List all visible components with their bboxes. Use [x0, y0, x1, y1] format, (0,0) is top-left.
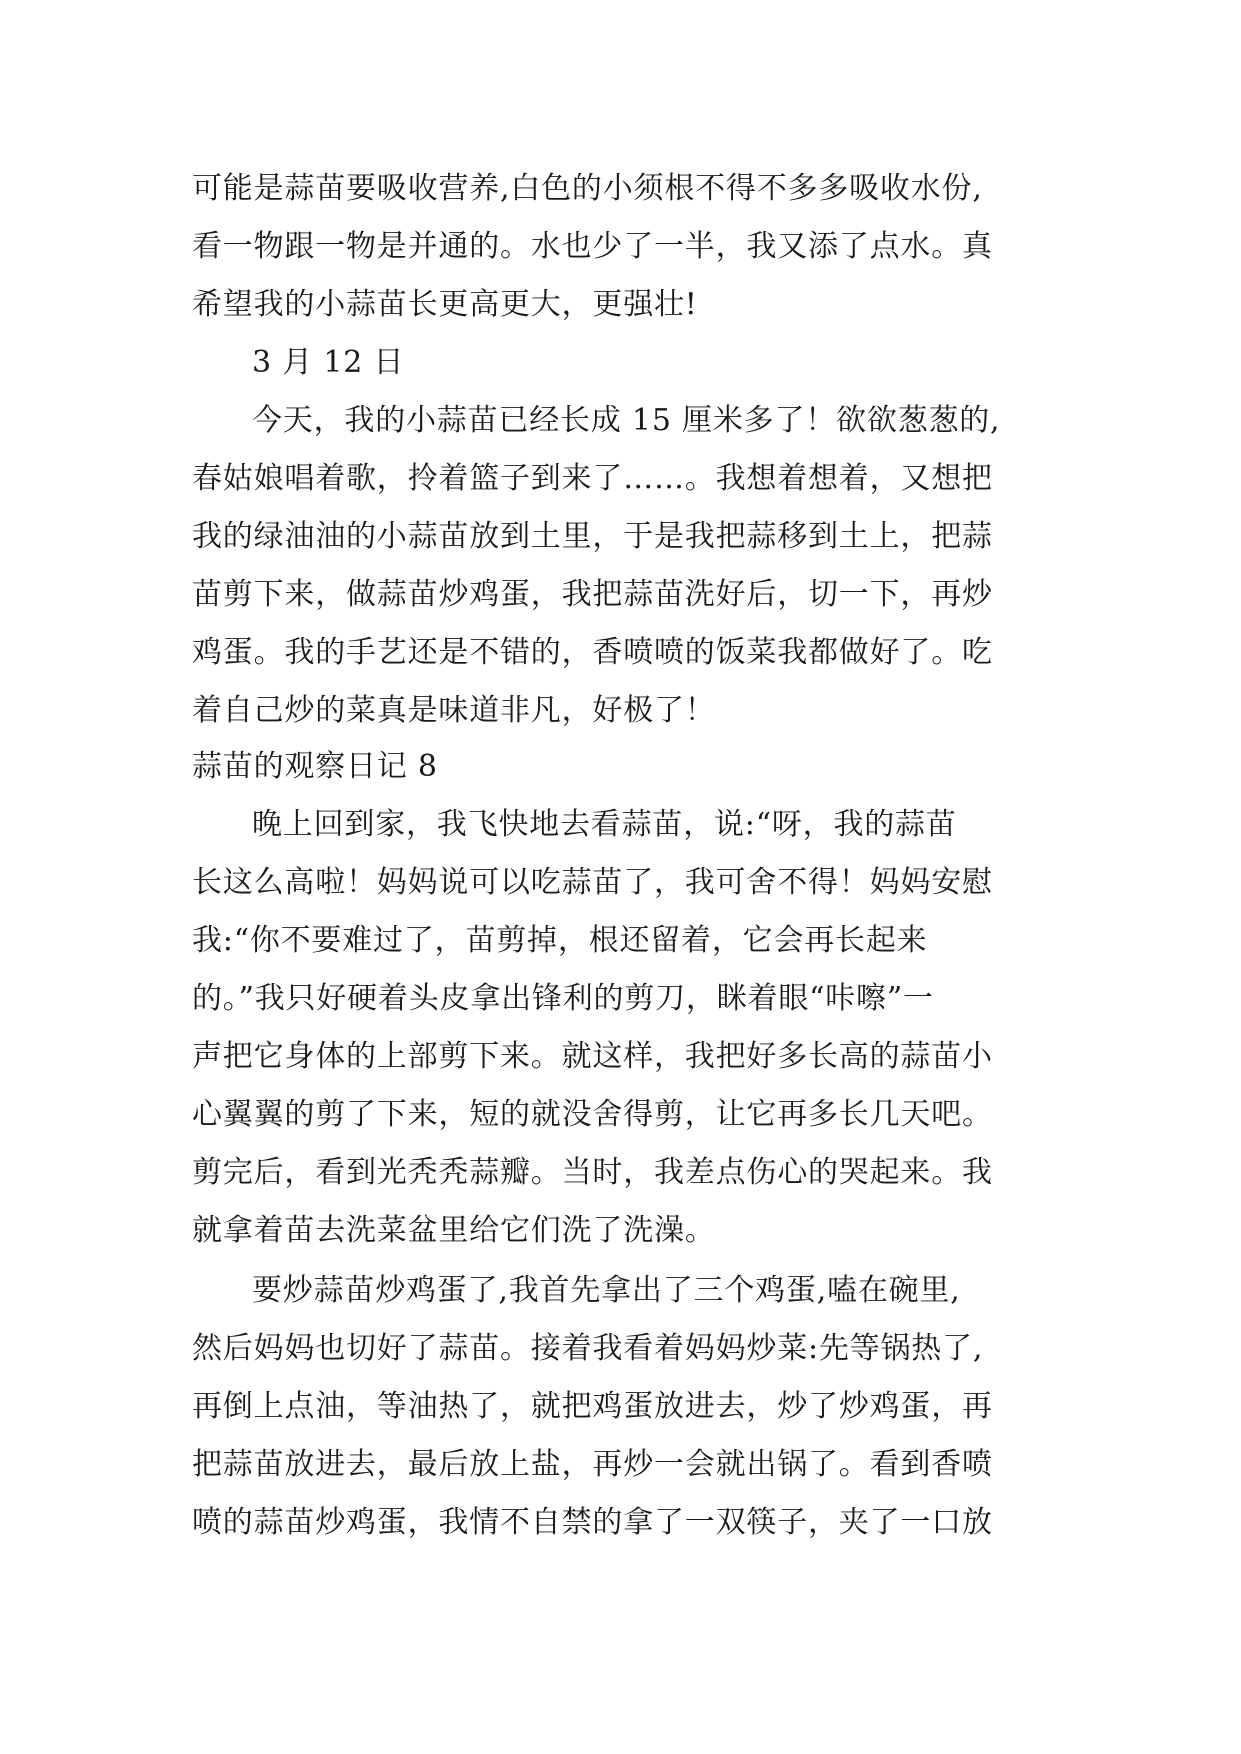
text-line: 今天，我的小蒜苗已经长成 15 厘米多了！欲欲葱葱的, [252, 403, 1001, 438]
text-line: 长这么高啦！妈妈说可以吃蒜苗了，我可舍不得！妈妈安慰 [192, 865, 993, 900]
text-line: 再倒上点油，等油热了，就把鸡蛋放进去，炒了炒鸡蛋，再 [192, 1389, 993, 1424]
text-line: 希望我的小蒜苗长更高更大，更强壮! [192, 287, 698, 322]
text-line: 可能是蒜苗要吸收营养,白色的小须根不得不多多吸收水份, [192, 171, 983, 206]
text-line: 要炒蒜苗炒鸡蛋了,我首先拿出了三个鸡蛋,嗑在碗里, [252, 1273, 961, 1308]
text-line: 我:“你不要难过了，苗剪掉，根还留着，它会再长起来 [192, 923, 928, 958]
text-line: 春姑娘唱着歌，拎着篮子到来了……。我想着想着，又想把 [192, 461, 993, 496]
text-line: 晚上回到家，我飞快地去看蒜苗，说:“呀，我的蒜苗 [252, 807, 957, 842]
text-line: 苗剪下来，做蒜苗炒鸡蛋，我把蒜苗洗好后，切一下，再炒 [192, 577, 993, 612]
text-line: 心翼翼的剪了下来，短的就没舍得剪，让它再多长几天吧。 [192, 1097, 993, 1132]
text-line: 把蒜苗放进去，最后放上盐，再炒一会就出锅了。看到香喷 [192, 1447, 993, 1482]
text-line: 然后妈妈也切好了蒜苗。接着我看着妈妈炒菜:先等锅热了, [192, 1331, 984, 1366]
text-line: 的。”我只好硬着头皮拿出锋利的剪刀，眯着眼“咔嚓”一 [192, 981, 934, 1016]
text-line: 剪完后，看到光秃秃蒜瓣。当时，我差点伤心的哭起来。我 [192, 1155, 993, 1190]
text-line: 声把它身体的上部剪下来。就这样，我把好多长高的蒜苗小 [192, 1039, 993, 1074]
section-title: 蒜苗的观察日记 8 [192, 749, 438, 784]
date-heading: 3 月 12 日 [252, 345, 405, 380]
text-line: 就拿着苗去洗菜盆里给它们洗了洗澡。 [192, 1213, 716, 1248]
text-line: 着自己炒的菜真是味道非凡，好极了！ [192, 693, 716, 728]
text-line: 喷的蒜苗炒鸡蛋，我情不自禁的拿了一双筷子，夹了一口放 [192, 1505, 993, 1540]
text-line: 我的绿油油的小蒜苗放到土里，于是我把蒜移到土上，把蒜 [192, 519, 993, 554]
text-line: 鸡蛋。我的手艺还是不错的，香喷喷的饭菜我都做好了。吃 [192, 635, 993, 670]
text-line: 看一物跟一物是并通的。水也少了一半，我又添了点水。真 [192, 229, 993, 264]
